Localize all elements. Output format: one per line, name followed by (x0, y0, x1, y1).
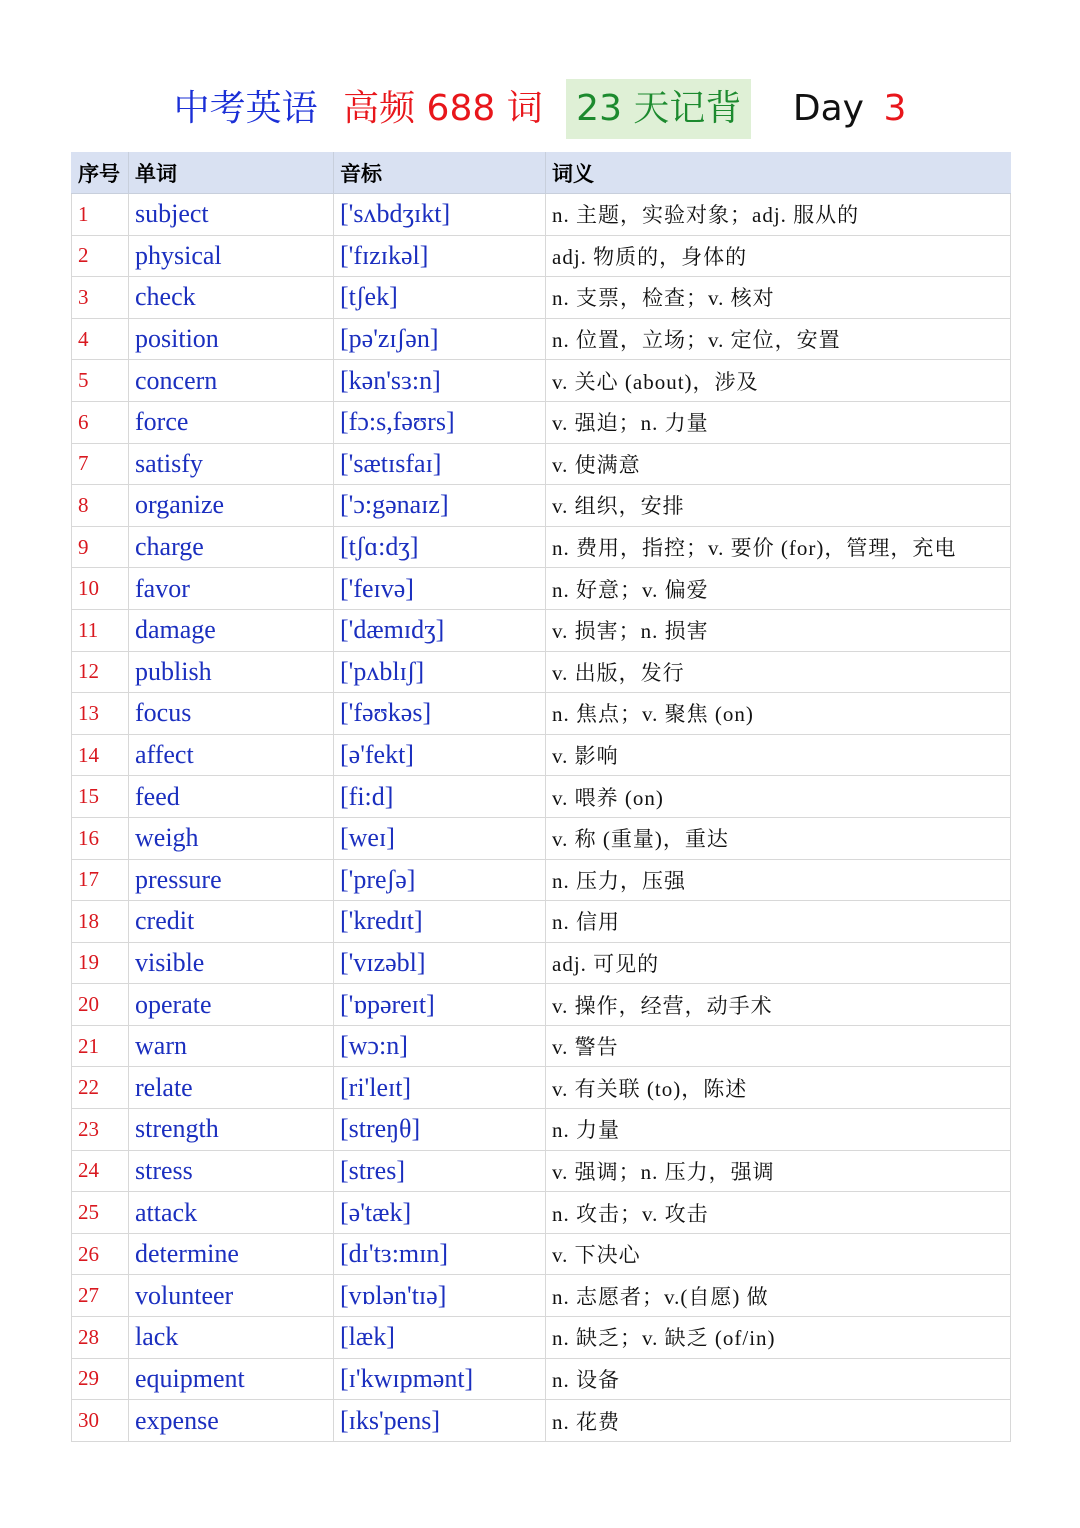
row-definition: v. 关心 (about)，涉及 (546, 360, 1011, 402)
row-phonetic: [pə'zɪʃən] (334, 318, 546, 360)
row-phonetic: [tʃɑ:dʒ] (334, 526, 546, 568)
row-definition: n. 花费 (546, 1400, 1011, 1442)
row-phonetic: ['ɒpəreɪt] (334, 984, 546, 1026)
table-body (72, 194, 1011, 1442)
row-number: 8 (72, 485, 129, 527)
row-definition: n. 好意；v. 偏爱 (546, 568, 1011, 610)
row-word: feed (129, 776, 334, 818)
row-phonetic: [læk] (334, 1317, 546, 1359)
row-word: relate (129, 1067, 334, 1109)
row-phonetic: [ɪ'kwɪpmənt] (334, 1358, 546, 1400)
row-definition: n. 设备 (546, 1358, 1011, 1400)
row-number: 27 (72, 1275, 129, 1317)
row-phonetic: [ə'fekt] (334, 734, 546, 776)
row-word: determine (129, 1233, 334, 1275)
row-phonetic: [wɔ:n] (334, 1025, 546, 1067)
row-word: position (129, 318, 334, 360)
row-number: 9 (72, 526, 129, 568)
row-definition: v. 警告 (546, 1025, 1011, 1067)
table-row (72, 485, 1011, 527)
row-phonetic: [tʃek] (334, 277, 546, 319)
row-definition: n. 攻击；v. 攻击 (546, 1192, 1011, 1234)
row-word: subject (129, 194, 334, 236)
row-number: 20 (72, 984, 129, 1026)
row-phonetic: [fi:d] (334, 776, 546, 818)
header-definition: 词义 (546, 152, 1011, 194)
table-row (72, 526, 1011, 568)
title-day-label: Day (792, 88, 864, 129)
row-word: favor (129, 568, 334, 610)
header-phonetic: 音标 (334, 152, 546, 194)
row-word: equipment (129, 1358, 334, 1400)
row-phonetic: [stres] (334, 1150, 546, 1192)
row-definition: n. 支票，检查；v. 核对 (546, 277, 1011, 319)
row-word: charge (129, 526, 334, 568)
row-phonetic: ['dæmɪdʒ] (334, 609, 546, 651)
table-row (72, 859, 1011, 901)
row-word: strength (129, 1109, 334, 1151)
row-phonetic: [ri'leɪt] (334, 1067, 546, 1109)
row-definition: adj. 物质的，身体的 (546, 235, 1011, 277)
table-row (72, 401, 1011, 443)
row-definition: v. 称 (重量)，重达 (546, 817, 1011, 859)
table-row (72, 1317, 1011, 1359)
row-phonetic: ['vɪzəbl] (334, 942, 546, 984)
row-word: concern (129, 360, 334, 402)
row-phonetic: ['sʌbdʒɪkt] (334, 194, 546, 236)
row-word: affect (129, 734, 334, 776)
row-number: 19 (72, 942, 129, 984)
table-row (72, 817, 1011, 859)
row-definition: n. 费用，指控；v. 要价 (for)，管理，充电 (546, 526, 1011, 568)
row-word: warn (129, 1025, 334, 1067)
row-number: 17 (72, 859, 129, 901)
row-definition: n. 信用 (546, 901, 1011, 943)
row-definition: v. 组织，安排 (546, 485, 1011, 527)
table-row (72, 568, 1011, 610)
row-definition: v. 强调；n. 压力，强调 (546, 1150, 1011, 1192)
row-definition: v. 使满意 (546, 443, 1011, 485)
row-phonetic: [dɪ'tɜ:mɪn] (334, 1233, 546, 1275)
table-row (72, 1067, 1011, 1109)
row-word: physical (129, 235, 334, 277)
row-number: 13 (72, 693, 129, 735)
row-number: 25 (72, 1192, 129, 1234)
row-definition: adj. 可见的 (546, 942, 1011, 984)
row-number: 10 (72, 568, 129, 610)
table-row (72, 942, 1011, 984)
row-number: 22 (72, 1067, 129, 1109)
row-number: 14 (72, 734, 129, 776)
table-row (72, 776, 1011, 818)
row-number: 23 (72, 1109, 129, 1151)
row-number: 28 (72, 1317, 129, 1359)
table-row (72, 443, 1011, 485)
table-row (72, 1192, 1011, 1234)
table-row (72, 984, 1011, 1026)
row-word: expense (129, 1400, 334, 1442)
row-word: damage (129, 609, 334, 651)
row-definition: v. 出版，发行 (546, 651, 1011, 693)
row-phonetic: [kən'sɜ:n] (334, 360, 546, 402)
row-phonetic: ['fɪzɪkəl] (334, 235, 546, 277)
title-days-plan: 23 天记背 (566, 79, 751, 139)
row-definition: v. 有关联 (to)，陈述 (546, 1067, 1011, 1109)
row-phonetic: ['preʃə] (334, 859, 546, 901)
row-word: force (129, 401, 334, 443)
row-word: publish (129, 651, 334, 693)
row-word: stress (129, 1150, 334, 1192)
table-row (72, 734, 1011, 776)
table-row (72, 360, 1011, 402)
table-row (72, 609, 1011, 651)
row-number: 2 (72, 235, 129, 277)
row-number: 30 (72, 1400, 129, 1442)
row-number: 1 (72, 194, 129, 236)
row-phonetic: [weɪ] (334, 817, 546, 859)
row-phonetic: ['feɪvə] (334, 568, 546, 610)
row-phonetic: [ɪks'pens] (334, 1400, 546, 1442)
row-definition: v. 下决心 (546, 1233, 1011, 1275)
table-row (72, 1275, 1011, 1317)
table-row (72, 1025, 1011, 1067)
row-number: 12 (72, 651, 129, 693)
row-phonetic: ['fəʊkəs] (334, 693, 546, 735)
row-number: 24 (72, 1150, 129, 1192)
row-phonetic: ['kredɪt] (334, 901, 546, 943)
row-definition: n. 主题，实验对象；adj. 服从的 (546, 194, 1011, 236)
table-row (72, 1400, 1011, 1442)
row-number: 18 (72, 901, 129, 943)
row-number: 7 (72, 443, 129, 485)
row-definition: n. 压力，压强 (546, 859, 1011, 901)
table-header-row (72, 152, 1011, 194)
row-number: 11 (72, 609, 129, 651)
row-word: organize (129, 485, 334, 527)
table-row (72, 277, 1011, 319)
row-number: 6 (72, 401, 129, 443)
row-word: attack (129, 1192, 334, 1234)
row-number: 5 (72, 360, 129, 402)
title-exam-name: 中考英语 (173, 88, 318, 129)
row-word: lack (129, 1317, 334, 1359)
table-row (72, 1150, 1011, 1192)
row-phonetic: ['pʌblɪʃ] (334, 651, 546, 693)
row-number: 29 (72, 1358, 129, 1400)
row-phonetic: ['sætɪsfaɪ] (334, 443, 546, 485)
table-row (72, 1109, 1011, 1151)
page-title (0, 78, 1080, 139)
row-phonetic: ['ɔ:gənaɪz] (334, 485, 546, 527)
row-word: weigh (129, 817, 334, 859)
row-word: credit (129, 901, 334, 943)
row-definition: v. 操作，经营，动手术 (546, 984, 1011, 1026)
row-number: 3 (72, 277, 129, 319)
row-word: visible (129, 942, 334, 984)
row-number: 26 (72, 1233, 129, 1275)
row-word: volunteer (129, 1275, 334, 1317)
row-number: 16 (72, 817, 129, 859)
row-phonetic: [streŋθ] (334, 1109, 546, 1151)
table-row (72, 318, 1011, 360)
table-row (72, 693, 1011, 735)
title-word-count: 高频 688 词 (343, 88, 543, 129)
row-definition: v. 损害；n. 损害 (546, 609, 1011, 651)
table-row (72, 235, 1011, 277)
row-word: check (129, 277, 334, 319)
header-word: 单词 (129, 152, 334, 194)
row-definition: v. 喂养 (on) (546, 776, 1011, 818)
row-phonetic: [ə'tæk] (334, 1192, 546, 1234)
vocabulary-table (71, 152, 1011, 1442)
row-word: pressure (129, 859, 334, 901)
table-row (72, 901, 1011, 943)
row-phonetic: [fɔ:s,fəʊrs] (334, 401, 546, 443)
row-definition: n. 缺乏；v. 缺乏 (of/in) (546, 1317, 1011, 1359)
row-number: 15 (72, 776, 129, 818)
table-row (72, 1358, 1011, 1400)
row-number: 4 (72, 318, 129, 360)
header-number: 序号 (72, 152, 129, 194)
row-definition: n. 位置，立场；v. 定位，安置 (546, 318, 1011, 360)
table-row (72, 194, 1011, 236)
row-word: satisfy (129, 443, 334, 485)
row-definition: n. 焦点；v. 聚焦 (on) (546, 693, 1011, 735)
table-row (72, 651, 1011, 693)
row-definition: n. 力量 (546, 1109, 1011, 1151)
row-word: operate (129, 984, 334, 1026)
row-definition: v. 强迫；n. 力量 (546, 401, 1011, 443)
row-phonetic: [vɒlən'tɪə] (334, 1275, 546, 1317)
table-row (72, 1233, 1011, 1275)
title-day-number: 3 (883, 88, 907, 129)
row-definition: n. 志愿者；v.(自愿) 做 (546, 1275, 1011, 1317)
row-definition: v. 影响 (546, 734, 1011, 776)
row-number: 21 (72, 1025, 129, 1067)
row-word: focus (129, 693, 334, 735)
